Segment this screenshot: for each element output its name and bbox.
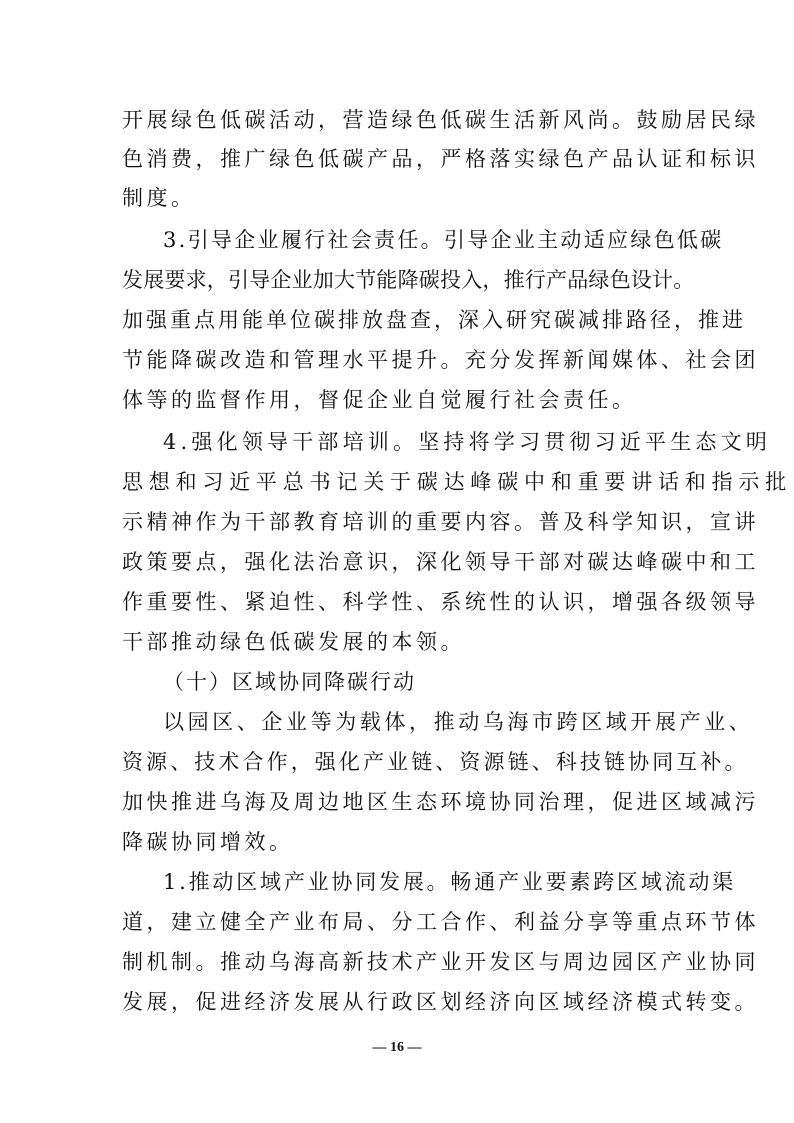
text-line: 思想和习近平总书记关于碳达峰碳中和重要讲话和指示批 bbox=[122, 470, 792, 494]
text-line: 资源、技术合作，强化产业链、资源链、科技链协同互补。 bbox=[122, 750, 749, 774]
text-line: 作重要性、紧迫性、科学性、系统性的认识，增强各级领导 bbox=[122, 590, 759, 614]
text-line: 节能降碳改造和管理水平提升。充分发挥新闻媒体、社会团 bbox=[122, 348, 759, 372]
text-line: 发展要求，引导企业加大节能降碳投入，推行产品绿色设计。 bbox=[122, 268, 695, 292]
text-line: 体等的监督作用，督促企业自觉履行社会责任。 bbox=[122, 388, 637, 412]
text-line: 4.强化领导干部培训。坚持将学习贯彻习近平生态文明 bbox=[163, 430, 772, 454]
text-line: 加强重点用能单位碳排放盘查，深入研究碳减排路径，推进 bbox=[122, 308, 746, 332]
section-heading: （十）区域协同降碳行动 bbox=[163, 670, 416, 694]
text-line: 开展绿色低碳活动，营造绿色低碳生活新风尚。鼓励居民绿 bbox=[122, 108, 759, 132]
text-line: 色消费，推广绿色低碳产品，严格落实绿色产品认证和标识 bbox=[122, 147, 759, 171]
text-line: 制度。 bbox=[122, 186, 196, 210]
text-line: 道，建立健全产业布局、分工合作、利益分享等重点环节体 bbox=[122, 910, 759, 934]
text-line: 制机制。推动乌海高新技术产业开发区与周边园区产业协同 bbox=[122, 950, 759, 974]
text-line: 降碳协同增效。 bbox=[122, 830, 294, 854]
text-line: 以园区、企业等为载体，推动乌海市跨区域开展产业、 bbox=[163, 710, 754, 734]
text-line: 3.引导企业履行社会责任。引导企业主动适应绿色低碳 bbox=[163, 228, 724, 252]
text-line: 示精神作为干部教育培训的重要内容。普及科学知识，宣讲 bbox=[122, 510, 759, 534]
text-line: 加快推进乌海及周边地区生态环境协同治理，促进区域减污 bbox=[122, 790, 759, 814]
text-line: 干部推动绿色低碳发展的本领。 bbox=[122, 630, 465, 654]
page-number: — 16 — bbox=[372, 1040, 422, 1055]
text-line: 1.推动区域产业协同发展。畅通产业要素跨区域流动渠 bbox=[163, 870, 737, 894]
text-line: 政策要点，强化法治意识，深化领导干部对碳达峰碳中和工 bbox=[122, 550, 759, 574]
text-line: 发展，促进经济发展从行政区划经济向区域经济模式转变。 bbox=[122, 990, 759, 1014]
